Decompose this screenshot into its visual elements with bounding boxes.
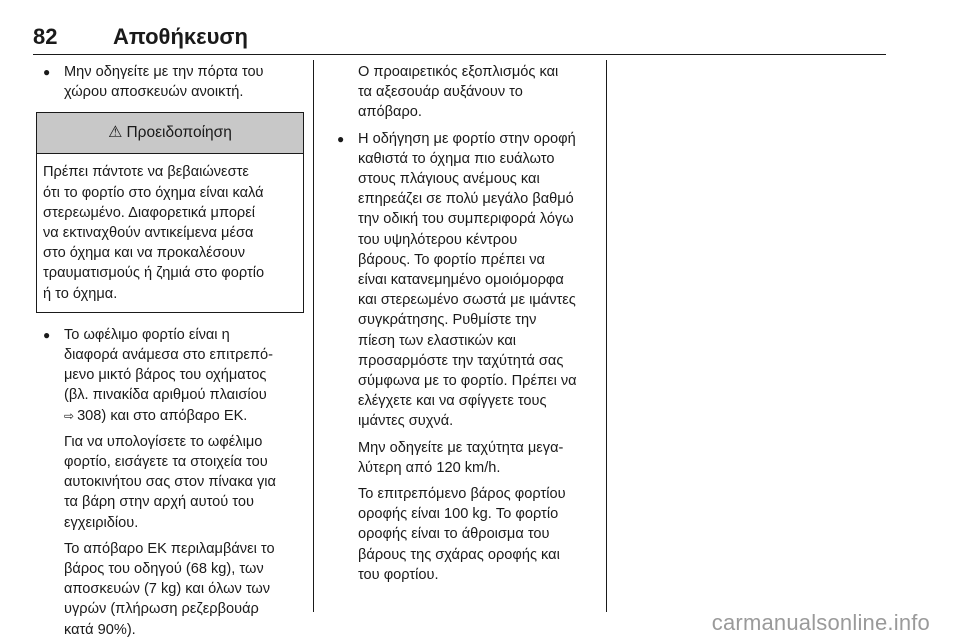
reference-arrow-icon[interactable]: ⇨ <box>64 408 75 423</box>
bullet-text: Μην οδηγείτε με την πόρτα του χώρου αποσκευών ανοικτή. <box>64 64 264 101</box>
column-2 <box>330 62 596 585</box>
page-reference-text: 308) και στο απόβαρο ΕΚ. <box>77 407 248 424</box>
bullet-item-roof-load <box>330 129 596 432</box>
column-divider-right <box>606 60 607 612</box>
watermark: carmanualsonline.info <box>711 610 930 635</box>
bullet-dot: ● <box>337 131 345 146</box>
warning-text: Πρέπει πάντοτε να βεβαιώνεστε ότι το φορτίο στο όχημα είναι καλά στερεωμένο. Διαφορετικά μπορεί να εκτιναχθούν αντικείμενα μέσα στο όχημα και να προκαλέσουν τραυματισμούς ή ζημιά στο φορτίο ή το όχημα. <box>43 164 265 302</box>
column-1 <box>36 62 304 640</box>
page-header <box>33 20 886 55</box>
speed-limit-paragraph: Μην οδηγείτε με ταχύτητα μεγα- λύτερη από 120 km/h. <box>358 439 564 476</box>
warning-box <box>36 112 304 312</box>
curb-weight-paragraph: Το απόβαρο ΕΚ περιλαμβάνει το βάρος του οδηγού (68 kg), των αποσκευών (7 kg) και όλων των υγρών (πλήρωση ρεζερβουάρ κατά 90%). <box>64 540 275 638</box>
bullet-item-door <box>36 62 304 102</box>
roof-load-limit-paragraph: Το επιτρεπόμενο βάρος φορτίου οροφής είναι 100 kg. Το φορτίο οροφής είναι το άθροισμα του βάρους της σχάρας οροφής και του φορτίου. <box>358 486 566 583</box>
page-number: 82 <box>33 24 58 49</box>
bullet-text: Η οδήγηση με φορτίο στην οροφή καθιστά το όχημα πιο ευάλωτο στους πλάγιους ανέμους και επηρεάζει σε πολύ μεγάλο βαθμό την οδική του συμπεριφορά λόγω του υψηλότερου κέντρου βάρους. Το φορτίο πρέπει να είναι κατανεμημένο ομοιόμορφα και στερεωμένο σωστά με ιμάντες συγκράτησης. Ρυθμίστε την πίεση των ελαστικών και προσαρμόστε την ταχύτητά σας σύμφωνα με το φορτίο. Πρέπει να ελέγχετε και να σφίγγετε τους ιμάντες συχνά. <box>358 130 577 430</box>
bullet-dot: ● <box>43 327 51 342</box>
bullet-dot: ● <box>43 65 51 79</box>
accessories-paragraph: Ο προαιρετικός εξοπλισμός και τα αξεσουάρ αυξάνουν το απόβαρο. <box>358 64 559 121</box>
warning-triangle-icon: ⚠ <box>108 124 123 142</box>
column-divider-left <box>313 60 314 612</box>
bullet-text: Το ωφέλιμο φορτίο είναι η διαφορά ανάμεσα στο επιτρεπό- μενο μικτό βάρος του οχήματος (βλ. πινακίδα αριθμού πλαισίου ⇨ 308) και στο απόβαρο ΕΚ. <box>64 326 273 424</box>
section-title: Αποθήκευση <box>113 24 248 49</box>
warning-header <box>37 113 303 154</box>
payload-calc-paragraph: Για να υπολογίσετε το ωφέλιμο φορτίο, εισάγετε τα στοιχεία του αυτοκινήτου σας στον πίνακα για τα βάρη στην αρχή αυτού του εγχειριδίου. <box>64 433 276 531</box>
warning-title: Προειδοποίηση <box>126 124 232 142</box>
bullet-item-payload <box>36 325 304 426</box>
